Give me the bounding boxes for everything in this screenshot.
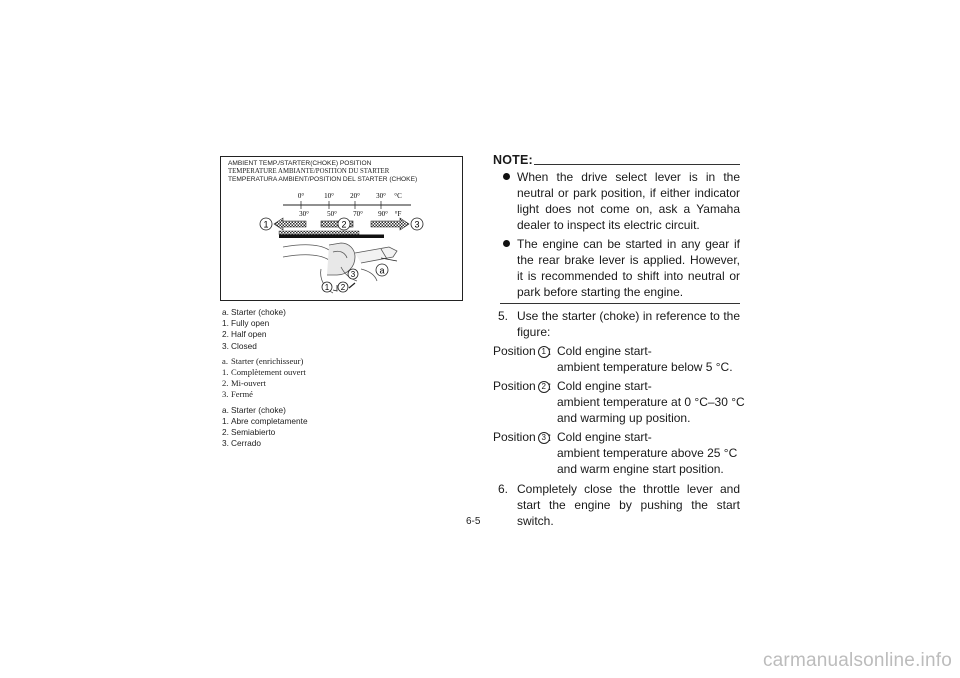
lower-band-solid: [279, 235, 384, 239]
watermark: carmanualsonline.info: [762, 650, 952, 671]
note-end-rule: [500, 303, 740, 304]
lever-position-1-label: 1: [324, 283, 330, 292]
note-rule: [534, 164, 740, 165]
celsius-tick-10: 10°: [324, 192, 334, 200]
figure-captions: [222, 307, 442, 453]
fahrenheit-tick-90: 90°: [378, 210, 388, 218]
fahrenheit-unit: °F: [394, 210, 402, 218]
note-bullet: The engine can be started in any gear if the rear brake lever is applied. However, it is recommended to shift into neutral or park before starting the engine.: [493, 236, 740, 300]
instructions-column: [493, 153, 745, 529]
figure-title-french: TEMPERATURE AMBIANTE/POSITION DU STARTER: [228, 168, 390, 175]
caption-line: a. Starter (enrichisseur): [222, 355, 304, 366]
circled-number-3: 3: [538, 432, 550, 444]
position-2-label: 2: [341, 219, 347, 230]
choke-position-figure: [220, 156, 463, 301]
lower-band-checkered: [279, 231, 359, 235]
position-3-description: Position 3 : Cold engine start- ambient temperature above 25 °C and warm engine start position.: [493, 430, 738, 476]
step-6: 6. Completely close the throttle lever and start the engine by pushing the start switch.: [498, 482, 740, 528]
captions-french: [222, 356, 442, 401]
circled-number-1: 1: [538, 346, 550, 358]
captions-english: [222, 307, 442, 352]
note-title: NOTE:: [493, 153, 533, 167]
circled-number-2: 2: [538, 381, 550, 393]
captions-spanish: [222, 405, 442, 450]
lever-letter-label: a: [379, 265, 385, 276]
fahrenheit-tick-50: 50°: [327, 210, 337, 218]
celsius-unit: °C: [394, 192, 402, 200]
position-2-description: Position 2 : Cold engine start- ambient temperature at 0 °C–30 °C and warming up position.: [493, 379, 745, 425]
caption-line: 3. Cerrado: [222, 438, 261, 449]
caption-line: a. Starter (choke): [222, 307, 286, 317]
lever-position-2-label: 2: [340, 283, 346, 292]
caption-line: 1. Abre completamente: [222, 415, 308, 426]
celsius-tick-30: 30°: [376, 192, 386, 200]
fahrenheit-tick-70: 70°: [353, 210, 363, 218]
position-1-label: 1: [263, 219, 269, 230]
caption-line: 2. Mi-ouvert: [222, 378, 266, 389]
note-header: [493, 153, 740, 169]
position-3-label: 3: [414, 219, 420, 230]
lever-direction-arrow: [349, 283, 355, 288]
page-number: 6-5: [466, 516, 481, 527]
celsius-tick-20: 20°: [350, 192, 360, 200]
step-5: 5. Use the starter (choke) in reference to the figure:: [498, 309, 740, 339]
lever-position-3-label: 3: [350, 270, 356, 279]
caption-line: 3. Closed: [222, 340, 257, 351]
caption-line: 2. Half open: [222, 329, 267, 340]
caption-line: 1. Complètement ouvert: [222, 367, 306, 378]
caption-line: 1. Fully open: [222, 318, 270, 329]
caption-line: 3. Fermé: [222, 389, 253, 400]
position-1-arrow: [274, 218, 306, 230]
position-1-description: Position 1 : Cold engine start- ambient temperature below 5 °C.: [493, 344, 733, 374]
note-bullet: When the drive select lever is in the neutral or park position, if either indicator light does not come on, ask a Yamaha dealer to inspect its electric circuit.: [493, 169, 740, 233]
bullet-icon: [503, 173, 510, 180]
position-3-arrow: [371, 218, 409, 230]
temperature-scale-illustration: [221, 157, 462, 300]
celsius-tick-0: 0°: [297, 192, 305, 200]
fahrenheit-tick-30: 30°: [299, 210, 309, 218]
bullet-icon: [503, 240, 510, 247]
figure-title-english: AMBIENT TEMP./STARTER(CHOKE) POSITION: [228, 160, 372, 167]
figure-title-spanish: TEMPERATURA AMBIENT/POSITION DEL STARTER (CHOKE): [228, 176, 418, 183]
caption-line: a. Starter (choke): [222, 404, 286, 415]
caption-line: 2. Semiabierto: [222, 427, 276, 438]
